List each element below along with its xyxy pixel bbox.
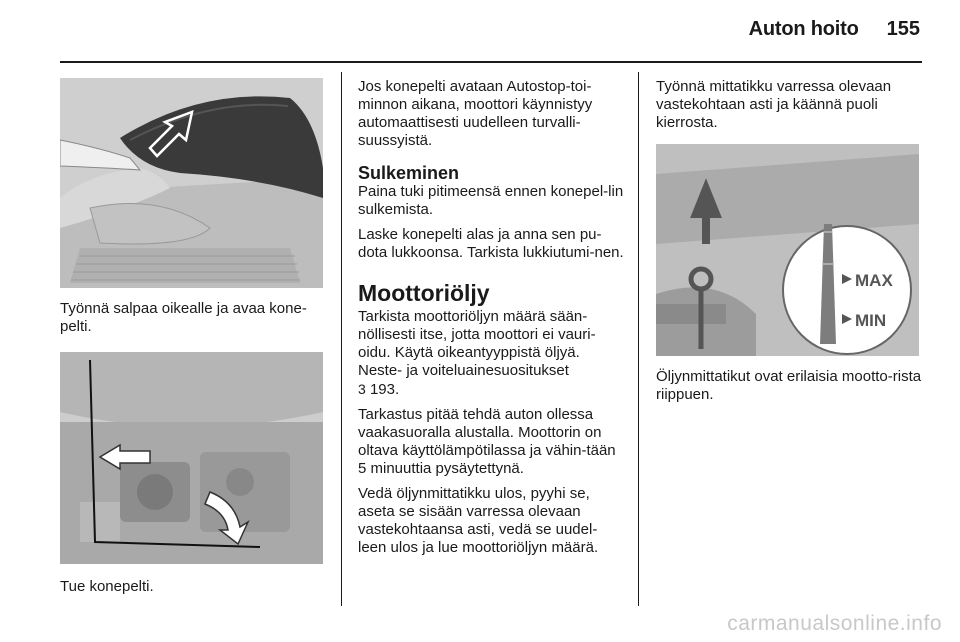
oil-paragraph-2: Tarkastus pitää tehdä auton ollessa vaakasuoralla alustalla. Moottorin on oltava käyttölämpötilassa ja vähin-tään 5 minuuttia pysäytettynä. (358, 406, 616, 477)
closing-paragraph-2: Laske konepelti alas ja anna sen pu-dota lukkoonsa. Tarkista lukkiutumi-nen. (358, 226, 624, 261)
page-number: 155 (886, 18, 920, 40)
dipstick-paragraph: Työnnä mittatikku varressa olevaan vastekohtaan asti ja käännä puoli kierrosta. (656, 78, 892, 131)
figure-caption-2: Tue konepelti. (60, 578, 154, 595)
column-2 (358, 78, 624, 564)
closing-paragraph-1: Paina tuki pitimeensä ennen konepel-lin sulkemista. (358, 183, 624, 218)
oil-paragraph-1 (358, 308, 624, 399)
hood-opening-illustration (60, 78, 323, 288)
heading-engine-oil: Moottoriöljy (358, 280, 490, 306)
watermark: carmanualsonline.info (727, 612, 942, 635)
section-title: Auton hoito (748, 18, 859, 40)
page-header (749, 18, 920, 48)
oil-paragraph-1-text: Tarkista moottoriöljyn määrä sään-nöllisesti itse, jotta moottori ei vauri-oidu. Käytä oikeantyyppistä öljyä. Neste- ja voiteluainesuositukset (358, 308, 596, 379)
page-reference-link[interactable]: 193. (369, 381, 400, 398)
header-rule (60, 61, 922, 63)
figure-caption-1: Työnnä salpaa oikealle ja avaa kone-pelti. (60, 300, 307, 335)
dipstick-max-label: MAX (855, 271, 893, 290)
dipstick-illustration (656, 144, 919, 356)
dipstick-min-label: MIN (855, 311, 887, 330)
column-1 (60, 78, 326, 603)
column-divider-1 (341, 72, 342, 606)
heading-closing: Sulkeminen (358, 163, 460, 183)
oil-paragraph-3: Vedä öljynmittatikku ulos, pyyhi se, aseta se sisään varressa olevaan vastekohtaansa asti, vedä se uudel-leen ulos ja lue moottoriöljyn määrä. (358, 485, 599, 556)
column-3 (656, 78, 922, 411)
page-reference-icon: 3 (358, 381, 366, 397)
hood-support-illustration (60, 352, 323, 564)
autostop-paragraph: Jos konepelti avataan Autostop-toi-minnon aikana, moottori käynnistyy automaattisesti uudelleen turvalli-suussyistä. (358, 78, 593, 149)
column-divider-2 (638, 72, 639, 606)
figure-caption-3: Öljynmittatikut ovat erilaisia mootto-rista riippuen. (656, 368, 922, 403)
